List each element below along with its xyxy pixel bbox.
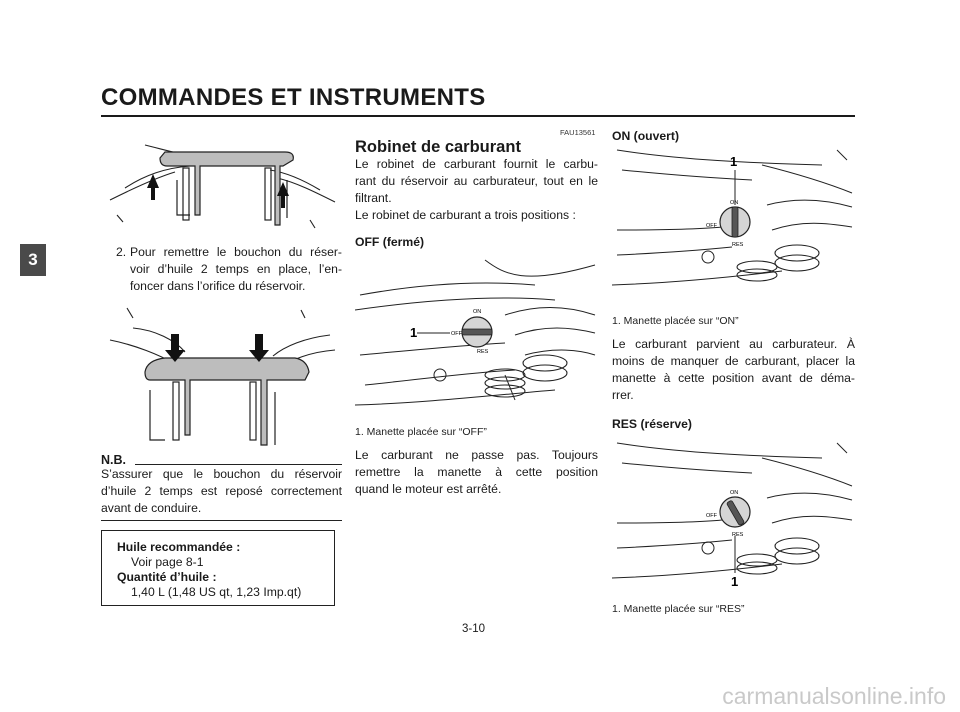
watermark[interactable]: carmanualsonline.info bbox=[722, 683, 946, 709]
on-fig-res-label: RES bbox=[732, 242, 744, 248]
oil-cap-installation-illustration bbox=[105, 300, 340, 450]
on-line-3: manette à cette position avant de déma- bbox=[612, 371, 855, 385]
fuel-cock-on-illustration bbox=[612, 145, 857, 305]
res-fig-off-label: OFF bbox=[706, 513, 717, 519]
res-heading: RES (réserve) bbox=[612, 417, 692, 431]
on-caption: 1. Manette placée sur “ON” bbox=[612, 315, 739, 327]
note-divider-bottom bbox=[101, 520, 342, 521]
recommended-oil-label: Huile recommandée : bbox=[117, 540, 241, 554]
step-2-number: 2. bbox=[116, 245, 127, 259]
reference-code: FAU13561 bbox=[560, 128, 596, 137]
intro-line-4: Le robinet de carburant a trois positions : bbox=[355, 208, 576, 222]
section-title: Robinet de carburant bbox=[355, 138, 521, 156]
res-fig-callout: 1 bbox=[731, 574, 739, 589]
off-fig-on-label: ON bbox=[473, 309, 482, 315]
step-2-line-2: voir d’huile 2 temps en place, l’en- bbox=[130, 262, 342, 276]
off-line-1: Le carburant ne passe pas. Toujours bbox=[355, 448, 598, 462]
oil-quantity-value: 1,40 L (1,48 US qt, 1,23 Imp.qt) bbox=[131, 585, 302, 599]
intro-line-1: Le robinet de carburant fournit le carbu- bbox=[355, 157, 598, 171]
res-fig-on-label: ON bbox=[730, 490, 739, 496]
off-fig-callout: 1 bbox=[410, 325, 418, 340]
on-line-1: Le carburant parvient au carburateur. À bbox=[612, 337, 855, 351]
chapter-tab[interactable]: 3 bbox=[20, 244, 46, 276]
note-line-1: S’assurer que le bouchon du réservoir bbox=[101, 467, 342, 481]
res-fig-res-label: RES bbox=[732, 532, 744, 538]
page-number: 3-10 bbox=[462, 623, 486, 635]
on-fig-callout: 1 bbox=[730, 154, 738, 169]
note-divider-top bbox=[135, 464, 342, 465]
fuel-cock-res-illustration bbox=[612, 438, 857, 598]
header-divider bbox=[101, 115, 855, 117]
on-fig-off-label: OFF bbox=[706, 223, 717, 229]
off-fig-off-label: OFF bbox=[451, 331, 462, 337]
intro-line-3: filtrant. bbox=[355, 191, 392, 205]
note-line-3: avant de conduire. bbox=[101, 501, 202, 515]
off-line-3: quand le moteur est arrêté. bbox=[355, 482, 502, 496]
off-line-2: remettre la manette à cette position bbox=[355, 465, 598, 479]
note-line-2: d’huile 2 temps est reposé correctement bbox=[101, 484, 342, 498]
recommended-oil-value: Voir page 8-1 bbox=[131, 555, 204, 569]
page-title: COMMANDES ET INSTRUMENTS bbox=[101, 84, 486, 111]
step-2-line-1: Pour remettre le bouchon du réser- bbox=[130, 245, 342, 259]
on-line-4: rrer. bbox=[612, 388, 634, 402]
oil-cap-removal-illustration bbox=[105, 130, 340, 235]
on-fig-on-label: ON bbox=[730, 200, 739, 206]
on-heading: ON (ouvert) bbox=[612, 129, 680, 143]
off-fig-res-label: RES bbox=[477, 349, 489, 355]
fuel-cock-off-illustration bbox=[355, 255, 600, 420]
note-label: N.B. bbox=[101, 453, 126, 467]
off-heading: OFF (fermé) bbox=[355, 235, 425, 249]
res-caption: 1. Manette placée sur “RES” bbox=[612, 603, 745, 615]
step-2-line-3: foncer dans l’orifice du réservoir. bbox=[130, 279, 306, 293]
oil-quantity-label: Quantité d’huile : bbox=[117, 570, 217, 584]
on-line-2: moins de manquer de carburant, placer la bbox=[612, 354, 855, 368]
intro-line-2: rant du réservoir au carburateur, tout en le bbox=[355, 174, 598, 188]
off-caption: 1. Manette placée sur “OFF” bbox=[355, 426, 487, 438]
